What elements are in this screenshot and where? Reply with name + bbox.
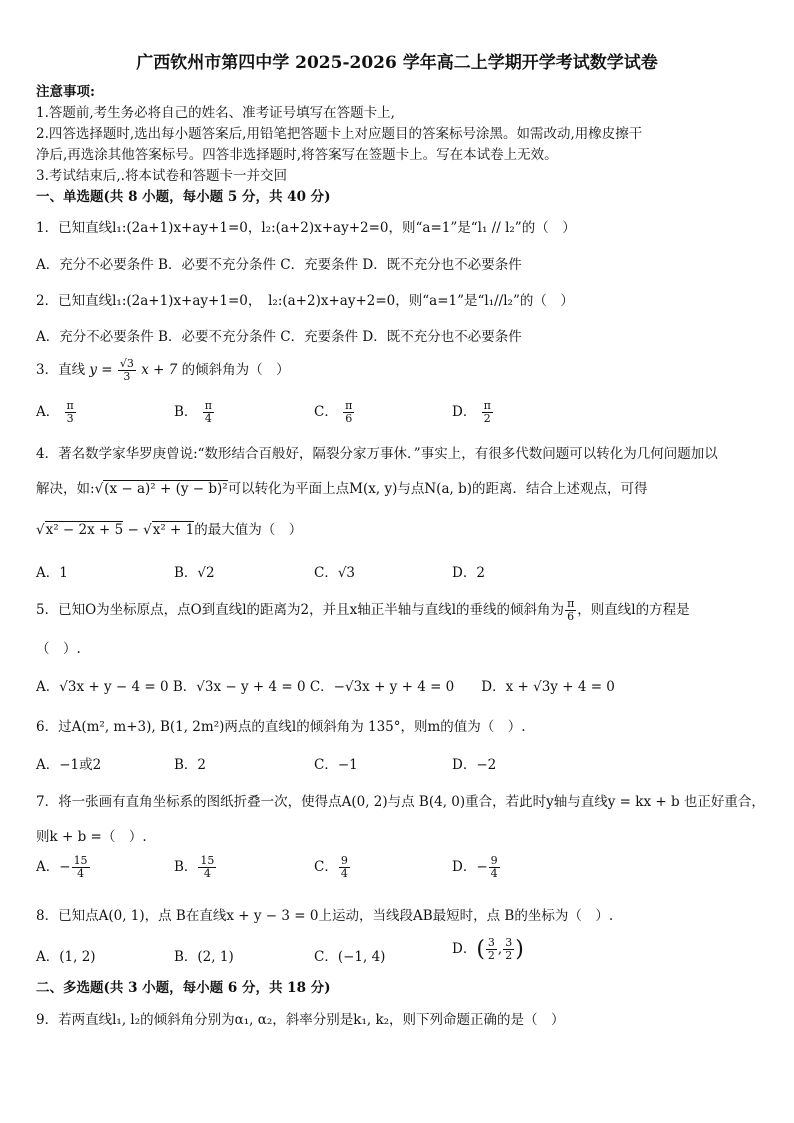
option-label: D． (452, 859, 477, 875)
question-4-option-d: D．2 (452, 565, 485, 581)
section-single-choice: 一、单选题(共 8 小题，每小题 5 分，共 40 分) (36, 189, 331, 205)
question-4-option-c: C．√3 (314, 565, 356, 581)
question-5-fraction (565, 598, 576, 623)
option-frac-den: 4 (203, 867, 211, 880)
question-3-option-d (452, 400, 494, 425)
question-4-sqrt-expr: (x − a)² + (y − b)² (104, 481, 228, 497)
question-4-line-2-a: 解决，如: (36, 481, 95, 497)
question-2: 2．已知直线l₁:(2a+1)x+ay+1=0， l₂:(a+2)x+ay+2=0，则“a=1”是“l₁//l₂”的（ ） (36, 293, 574, 309)
question-3-frac-num: √3 (119, 357, 134, 370)
exam-title: 广西钦州市第四中学 2025-2026 学年高二上学期开学考试数学试卷 (136, 53, 658, 73)
question-8: 8．已知点A(0, 1)，点 B在直线x + y − 3 = 0上运动，当线段AB最短时，点 B的坐标为（ ）. (36, 908, 614, 924)
option-frac-num: 9 (490, 854, 498, 867)
question-4-sqrt-2: x² + 1 (152, 522, 195, 538)
option-frac-num: π (345, 399, 353, 412)
question-4-line-3-b: 的最大值为（ ） (194, 522, 303, 538)
question-5-options: A．√3x + y − 4 = 0 B．√3x − y + 4 = 0 C．−√3x + y + 4 = 0 D．x + √3y + 4 = 0 (36, 679, 615, 695)
question-6-option-c: C．−1 (314, 757, 358, 773)
question-4-option-b: B．√2 (174, 565, 215, 581)
question-2-options: A．充分不必要条件 B．必要不充分条件 C．充要条件 D．既不充分也不必要条件 (36, 329, 522, 345)
question-5-frac-den: 6 (567, 610, 575, 623)
question-6-option-a: A．−1或2 (36, 757, 102, 773)
question-3-eq-lhs: y = (89, 362, 113, 378)
option-label: C． (314, 859, 338, 875)
question-5-line-1-a: 5．已知O为坐标原点，点O到直线l的距离为2，并且x轴正半轴与直线l的垂线的倾斜角为 (36, 602, 565, 618)
question-4-sqrt-1: x² − 2x + 5 (45, 522, 124, 538)
question-3-prefix: 3．直线 (36, 362, 86, 378)
question-5-line-2: （ ）. (36, 641, 81, 657)
option-label: D． (452, 941, 477, 957)
option-frac-num: 3 (487, 936, 495, 949)
question-4-line-3: √x² − 2x + 5 − √x² + 1的最大值为（ ） (36, 522, 303, 538)
option-frac-den: 4 (340, 867, 348, 880)
question-4-minus: − (123, 522, 144, 538)
question-5-line-1 (36, 598, 766, 623)
question-7-option-c (314, 855, 351, 880)
question-3-fraction (118, 358, 136, 383)
option-frac-num: π (204, 399, 212, 412)
option-frac-num: 9 (340, 854, 348, 867)
option-label: D． (452, 404, 477, 420)
question-3-eq-rhs: x + 7 (141, 362, 178, 378)
question-3-frac-den: 3 (123, 370, 131, 383)
question-4-line-2-b: 可以转化为平面上点M(x, y)与点N(a, b)的距离．结合上述观点，可得 (227, 481, 648, 497)
question-3-option-a (36, 400, 77, 425)
question-4-line-1: 4．著名数学家华罗庚曾说:“数形结合百般好，隔裂分家万事休．”事实上，有很多代数问题可以转化为几何问题加以 (36, 446, 718, 462)
option-frac-den: 4 (77, 867, 85, 880)
question-3-option-c (314, 400, 355, 425)
question-3-suffix: 的倾斜角为（ ） (181, 362, 290, 378)
option-frac-den: 2 (483, 412, 491, 425)
question-7-line-1: 7．将一张画有直角坐标系的图纸折叠一次，使得点A(0, 2)与点 B(4, 0)重合，若此时y轴与直线y = kx + b 也正好重合， (36, 794, 765, 810)
option-frac-num: π (66, 399, 74, 412)
option-label: B． (174, 404, 198, 420)
option-label: B． (174, 859, 198, 875)
option-frac-den: 2 (505, 949, 513, 962)
question-5-frac-num: π (567, 597, 575, 610)
question-7-option-a (36, 855, 91, 880)
question-5-line-1-b: ，则直线l的方程是 (577, 602, 690, 618)
option-frac-den: 3 (66, 412, 74, 425)
section-multi-choice: 二、多选题(共 3 小题，每小题 6 分，共 18 分) (36, 980, 331, 996)
option-frac-num: 3 (505, 936, 513, 949)
question-6-option-b: B．2 (174, 757, 207, 773)
notice-item-2-cont: 净后,再选涂其他答案标号。四答非选择题时,将答案写在签题卡上。写在本试卷上无效。 (36, 147, 558, 163)
option-frac-num: π (483, 399, 491, 412)
option-frac-num: 15 (73, 854, 88, 867)
question-8-option-a: A．(1, 2) (36, 949, 96, 965)
option-frac-den: 4 (490, 867, 498, 880)
question-9: 9．若两直线l₁, l₂的倾斜角分别为α₁, α₂，斜率分别是k₁, k₂，则下列命题正确的是（ ） (36, 1012, 565, 1028)
question-4-option-a: A．1 (36, 565, 68, 581)
question-4-line-2: 解决，如:√(x − a)² + (y − b)²可以转化为平面上点M(x, y)与点N(a, b)的距离．结合上述观点，可得 (36, 481, 648, 497)
notice-heading: 注意事项: (36, 84, 95, 100)
notice-item-1: 1.答题前,考生务必将自己的姓名、准考证号填写在答题卡上, (36, 105, 395, 121)
question-8-option-b: B．(2, 1) (174, 949, 234, 965)
option-label: A． (36, 859, 60, 875)
question-7-option-b (174, 855, 217, 880)
question-8-option-c: C．(−1, 4) (314, 949, 386, 965)
notice-item-2: 2.四答选择题时,选出每小题答案后,用铅笔把答题卡上对应题目的答案标号涂黑。如需改动,用橡皮擦干 (36, 126, 643, 142)
option-label: A． (36, 404, 60, 420)
question-1: 1．已知直线l₁:(2a+1)x+ay+1=0，l₂:(a+2)x+ay+2=0，则“a=1”是“l₁ // l₂”的（ ） (36, 220, 576, 236)
option-frac-num: 15 (200, 854, 215, 867)
option-frac-den: 2 (487, 949, 495, 962)
option-frac-den: 6 (345, 412, 353, 425)
notice-item-3: 3.考试结束后,.将本试卷和答题卡一并交回 (36, 168, 287, 184)
question-8-option-d: D．( $\frac{3}{2}$ , $\frac{3}{2}$ ) (452, 936, 524, 962)
question-1-options: A．充分不必要条件 B．必要不充分条件 C．充要条件 D．既不充分也不必要条件 (36, 257, 522, 273)
question-7-line-2: 则k + b =（ ）. (36, 829, 147, 845)
question-6-option-d: D．−2 (452, 757, 497, 773)
option-sign: − (476, 859, 488, 875)
question-7-option-d (452, 855, 501, 880)
option-sign: − (59, 859, 71, 875)
question-6: 6．过A(m², m+3), B(1, 2m²)两点的直线l的倾斜角为 135°，则m的值为（ ）. (36, 719, 526, 735)
option-label: C． (314, 404, 338, 420)
question-3 (36, 358, 766, 383)
question-3-option-b (174, 400, 215, 425)
option-frac-den: 4 (204, 412, 212, 425)
